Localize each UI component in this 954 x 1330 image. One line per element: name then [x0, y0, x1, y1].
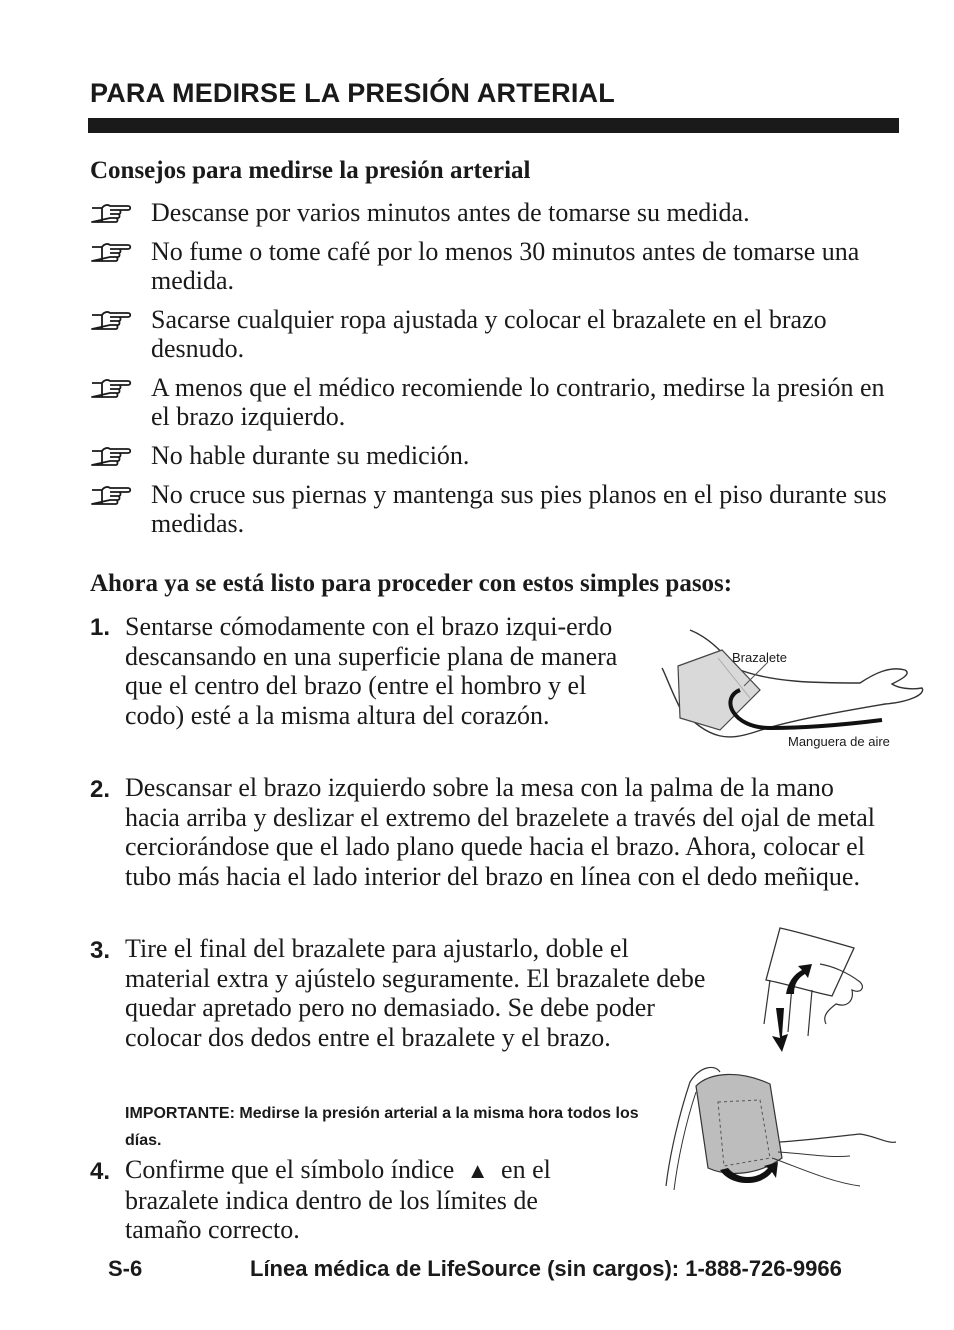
step-1-text: Sentarse cómodamente con el brazo izqui-erdo descansando en una superficie plana de manera que el centro del brazo (entre el hombro y el codo) esté a la misma altura del corazón. — [125, 612, 618, 730]
step-3-text: Tire el final del brazalete para ajustarlo, doble el material extra y ajústelo seguramente. El brazalete debe quedar apretado pero no demasiado. Se debe poder colocar dos dedos entre el brazalete y el brazo. — [125, 934, 706, 1052]
hose-label: Manguera de aire — [788, 734, 890, 749]
index-triangle-icon: ▲ — [466, 1158, 489, 1183]
cuff-label: Brazalete — [732, 650, 787, 665]
steps-heading: Ahora ya se está listo para proceder con estos simples pasos: — [90, 570, 733, 597]
hotline-text: Línea médica de LifeSource (sin cargos): 1-888-726-9966 — [250, 1256, 842, 1281]
tip-text: Sacarse cualquier ropa ajustada y colocar el brazalete en el brazo desnudo. — [151, 305, 827, 363]
tip-text: No fume o tome café por lo menos 30 minutos antes de tomarse una medida. — [151, 237, 860, 295]
tips-heading: Consejos para medirse la presión arterial — [90, 157, 531, 184]
list-item — [90, 480, 890, 538]
pointing-hand-icon — [90, 445, 132, 467]
list-item — [90, 373, 890, 431]
tip-text: Descanse por varios minutos antes de tomarse su medida. — [151, 198, 750, 227]
list-item — [90, 237, 890, 295]
page-number: S-6 — [108, 1256, 143, 1281]
pointing-hand-icon — [90, 309, 132, 331]
step-number: 4. — [90, 1158, 111, 1185]
step-4-text-after: en el brazalete indica dentro de los límites de tamaño correcto. — [125, 1155, 551, 1244]
pointing-hand-icon — [90, 241, 132, 263]
tip-text: A menos que el médico recomiende lo contrario, medirse la presión en el brazo izquierdo. — [151, 373, 885, 431]
cuff-index-figure — [660, 1062, 900, 1190]
tips-list — [90, 198, 890, 548]
pointing-hand-icon — [90, 202, 132, 224]
pointing-hand-icon — [90, 484, 132, 506]
step-number: 1. — [90, 614, 111, 641]
step-4-text-before: Confirme que el símbolo índice — [125, 1155, 455, 1184]
cuff-tighten-illustration — [752, 924, 872, 1059]
arm-cuff-figure — [660, 628, 930, 758]
page-title: PARA MEDIRSE LA PRESIÓN ARTERIAL — [90, 78, 615, 108]
list-item — [90, 305, 890, 363]
header-rule — [88, 118, 899, 133]
step-number: 3. — [90, 937, 111, 964]
step-4-text — [125, 1155, 595, 1245]
pointing-hand-icon — [90, 377, 132, 399]
step-number: 2. — [90, 776, 111, 803]
cuff-index-illustration — [660, 1062, 900, 1190]
cuff-tighten-figure — [752, 924, 872, 1059]
list-item — [90, 441, 890, 470]
list-item — [90, 198, 890, 227]
tip-text: No hable durante su medición. — [151, 441, 470, 470]
step-2-text: Descansar el brazo izquierdo sobre la mesa con la palma de la mano hacia arriba y deslizar el extremo del brazelete a través del ojal de metal cerciorándose que el lado plano quede hacia el brazo. Ahora, colocar el tubo más hacia el lado interior del brazo en línea con el dedo meñique. — [125, 773, 875, 891]
important-note: IMPORTANTE: Medirse la presión arterial a la misma hora todos los días. — [125, 1105, 639, 1149]
tip-text: No cruce sus piernas y mantenga sus pies planos en el piso durante sus medidas. — [151, 480, 887, 538]
